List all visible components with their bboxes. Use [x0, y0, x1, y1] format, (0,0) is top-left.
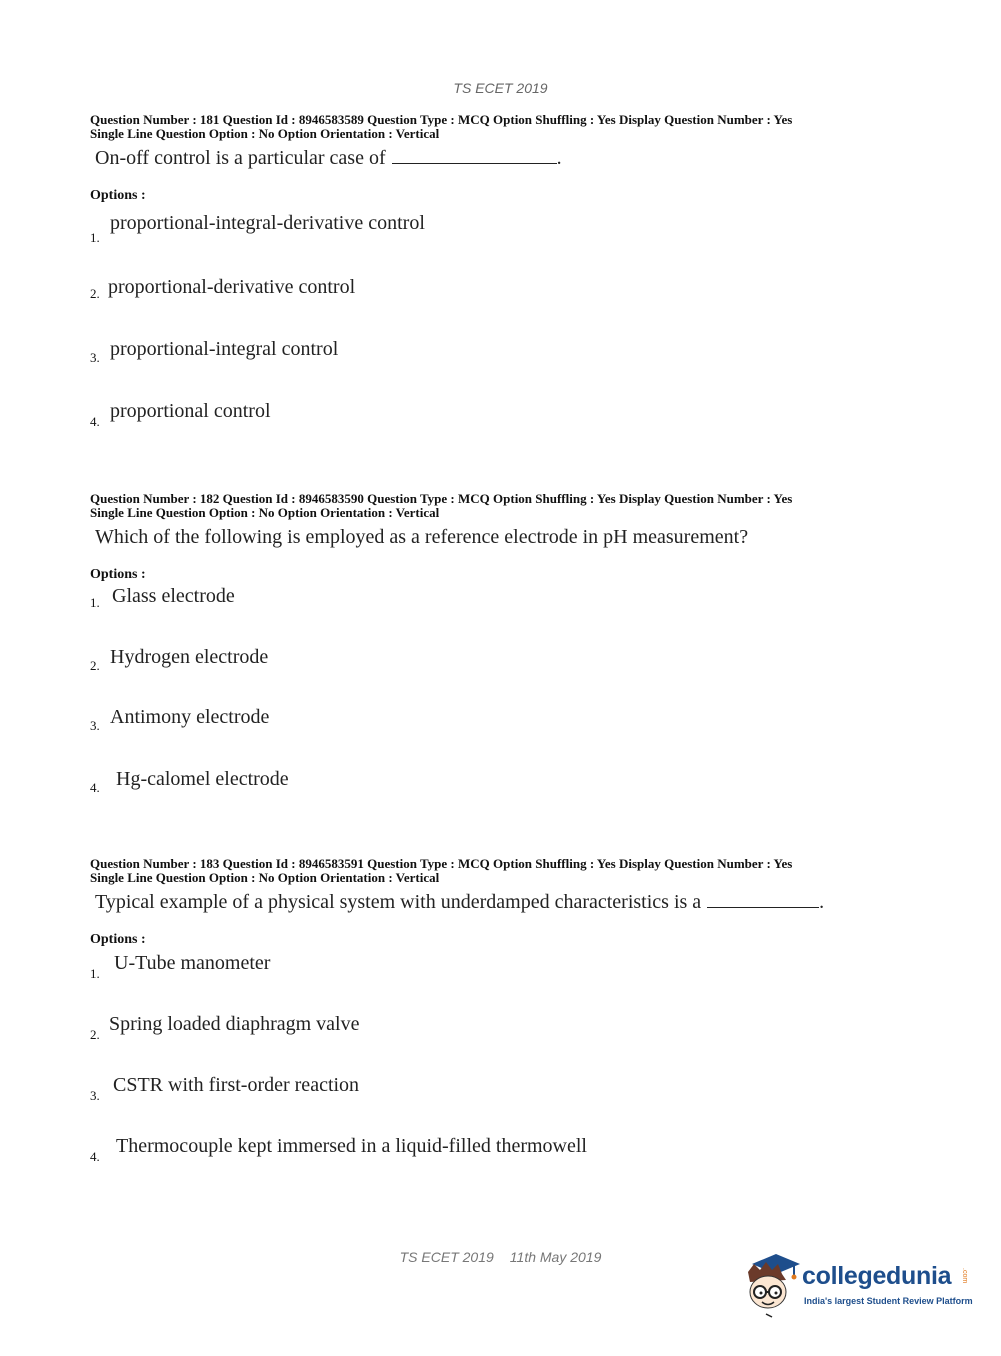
collegedunia-logo[interactable]	[742, 1250, 972, 1320]
option-text: Thermocouple kept immersed in a liquid-filled thermowell	[116, 1135, 587, 1157]
question-text-body: On-off control is a particular case of	[95, 147, 386, 169]
options-label: Options :	[90, 932, 146, 947]
question-text-body: Which of the following is employed as a reference electrode in pH measurement?	[95, 526, 749, 548]
logo-tagline: India's largest Student Review Platform	[804, 1296, 973, 1306]
option-4[interactable]	[90, 400, 920, 462]
option-number: 1.	[90, 595, 100, 610]
option-number: 3.	[90, 718, 100, 733]
option-2[interactable]	[90, 1013, 920, 1074]
footer-exam: TS ECET 2019	[399, 1249, 494, 1265]
option-text: Antimony electrode	[110, 706, 270, 728]
option-text: Spring loaded diaphragm valve	[109, 1013, 360, 1035]
option-3[interactable]	[90, 338, 920, 400]
option-list	[90, 212, 920, 462]
option-text: proportional-derivative control	[108, 276, 356, 298]
option-number: 4.	[90, 1149, 100, 1164]
question-181	[90, 113, 920, 462]
logo-suffix: .com	[961, 1268, 968, 1284]
option-3[interactable]	[90, 706, 920, 768]
question-text	[95, 147, 920, 170]
footer-date: 11th May 2019	[509, 1249, 602, 1265]
option-text: proportional control	[110, 400, 271, 422]
options-label: Options :	[90, 188, 146, 203]
question-183	[90, 857, 920, 1197]
option-number: 4.	[90, 780, 100, 795]
option-number: 2.	[90, 286, 100, 301]
option-2[interactable]	[90, 646, 920, 706]
option-text: proportional-integral control	[110, 338, 339, 360]
question-text-suffix: .	[819, 891, 825, 913]
answer-blank	[392, 147, 557, 164]
option-4[interactable]	[90, 768, 920, 830]
question-meta-line2: Single Line Question Option : No Option Orientation : Vertical	[90, 126, 440, 141]
page-header: TS ECET 2019	[453, 80, 548, 96]
logo-wordmark: collegedunia	[802, 1262, 952, 1290]
option-3[interactable]	[90, 1074, 920, 1135]
question-text-suffix: .	[556, 147, 562, 169]
option-number: 3.	[90, 1088, 100, 1103]
option-1[interactable]	[90, 952, 920, 1013]
option-text: CSTR with first-order reaction	[113, 1074, 360, 1096]
option-1[interactable]	[90, 212, 920, 276]
option-number: 1.	[90, 230, 100, 245]
mascot-icon	[742, 1250, 802, 1320]
option-1[interactable]	[90, 585, 920, 646]
question-meta-line1: Question Number : 181 Question Id : 8946583589 Question Type : MCQ Option Shuffling : Yes Display Question Number : Yes	[90, 112, 793, 127]
question-meta-line2: Single Line Question Option : No Option Orientation : Vertical	[90, 870, 440, 885]
option-number: 2.	[90, 658, 100, 673]
option-text: Glass electrode	[112, 585, 235, 607]
answer-blank	[707, 891, 819, 908]
option-number: 2.	[90, 1027, 100, 1042]
option-text: Hydrogen electrode	[110, 646, 269, 668]
option-list	[90, 952, 920, 1197]
options-label: Options :	[90, 567, 146, 582]
option-number: 1.	[90, 966, 100, 981]
question-meta-line1: Question Number : 182 Question Id : 8946583590 Question Type : MCQ Option Shuffling : Yes Display Question Number : Yes	[90, 491, 793, 506]
question-text-body: Typical example of a physical system with underdamped characteristics is a	[95, 891, 702, 913]
option-text: U-Tube manometer	[114, 952, 271, 974]
option-text: proportional-integral-derivative control	[110, 212, 425, 234]
option-2[interactable]	[90, 276, 920, 338]
question-182	[90, 492, 920, 830]
question-meta-line1: Question Number : 183 Question Id : 8946583591 Question Type : MCQ Option Shuffling : Yes Display Question Number : Yes	[90, 856, 793, 871]
option-4[interactable]	[90, 1135, 920, 1197]
option-number: 4.	[90, 414, 100, 429]
option-list	[90, 585, 920, 830]
question-text	[95, 891, 920, 914]
option-text: Hg-calomel electrode	[116, 768, 289, 790]
question-meta-line2: Single Line Question Option : No Option Orientation : Vertical	[90, 505, 440, 520]
option-number: 3.	[90, 350, 100, 365]
question-text	[95, 526, 920, 549]
